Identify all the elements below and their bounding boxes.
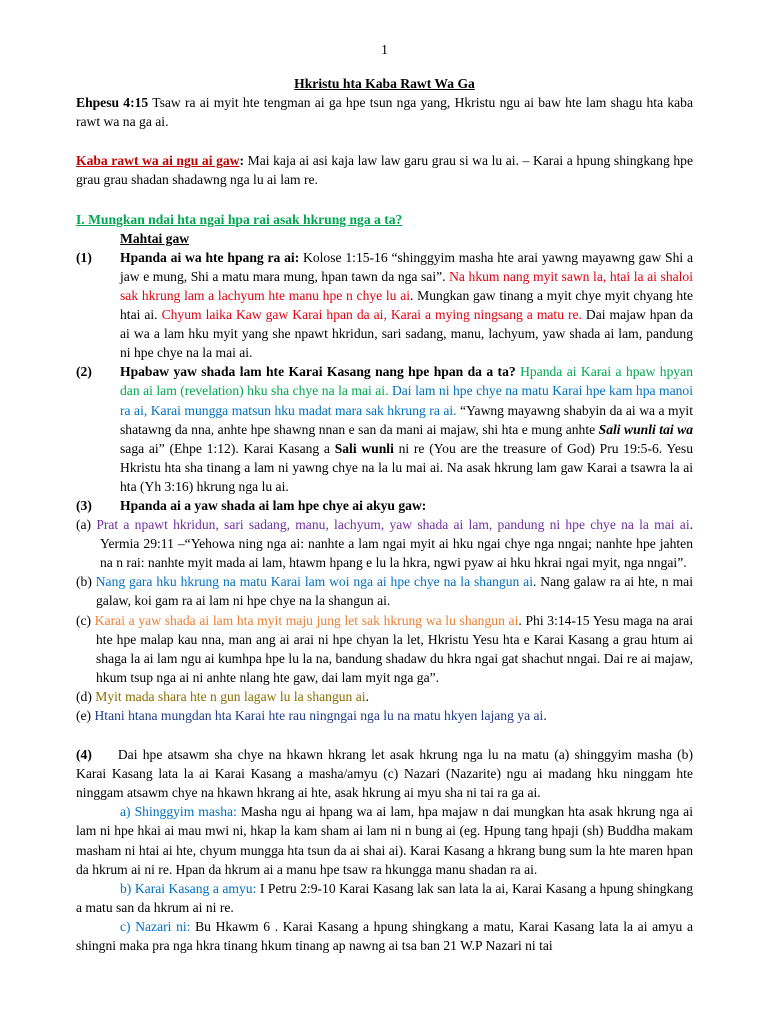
list-item-3: (3) Hpanda ai a yaw shada ai lam hpe chye ai akyu gaw: bbox=[76, 497, 427, 513]
intro-paragraph bbox=[76, 93, 693, 131]
list-item-3d: (d) Myit mada shara hte n gun lagaw lu la shangun ai. bbox=[76, 688, 369, 704]
list-item-3a: (a) Prat a npawt hkridun, sari sadang, manu, lachyum, yaw shada ai lam, pandung ni hpe chye na la mai ai. Yermia 29:11 –“Yehowa ning nga ai: nanhte a lam ngai myit ai hku ngai chye nga nngai; nanhte hpe jahten na n rai: nanhte myit mada ai lam, htawm hpang e lu la hkra, ngwi pyaw ai hku hkrai ngai myit, nga nngai”. bbox=[76, 517, 693, 571]
list-item-3e: (e) Htani htana mungdan hta Karai hte rau ningngai nga lu na matu hkyen lajang ya ai. bbox=[76, 708, 547, 723]
document-page bbox=[76, 40, 693, 955]
section-subheading: Mahtai gaw bbox=[120, 230, 190, 246]
section-heading: I. Mungkan ndai hta ngai hpa rai asak hkrung nga a ta? bbox=[76, 211, 403, 227]
item1-heading: Hpanda ai wa hte hpang ra ai: bbox=[120, 249, 300, 265]
intro-reference: Ehpesu 4:15 bbox=[76, 95, 149, 111]
definition-label: Kaba rawt wa ai ngu ai gaw bbox=[76, 153, 240, 169]
definition-paragraph: Kaba rawt wa ai ngu ai gaw: Mai kaja ai asi kaja law law garu grau si wa lu ai. – Karai a hpung shingkang hpe grau grau shadan shadawng nga lu ai lam re. bbox=[76, 153, 693, 188]
item2-heading: Hpabaw yaw shada lam hte Karai Kasang nang hpe hpan da a ta? bbox=[120, 364, 516, 380]
item3-heading: Hpanda ai a yaw shada ai lam hpe chye ai akyu gaw: bbox=[120, 497, 427, 513]
paragraph-a: a) Shinggyim masha: Masha ngu ai hpang wa ai lam, hpa majaw n dai mungkan hta asak hkrung nga ai lam ni hpe hkai ai mau mwi ni, hkap la kam sham ai lam ni n bung ai (eg. Hpung tang hpaji (sh) Buddha makam masham ni htai ai hte, chyum mungga hta tsun da ai shai ai). Karai Kasang a hkrang bung sum la hte maren hpan da hkrum ai ni re. Hpan da hkrum ai a manu hpe tsaw ra hkungga manu shadan ra ai. bbox=[76, 804, 693, 877]
list-item-3c: (c) Karai a yaw shada ai lam hta myit maju jung let sak hkrung wa lu shangun ai. Phi 3:14-15 Yesu maga na arai hte hpe malap kau nna, man ang ai arai ni hpe chyan la let, Hkristu Yesu hta e Karai Kasang a grau htum ai shaga la ai lam ngu ai kumhpa hpe lu la na, bandung shadaw du hkra ngai gat shachut nngai. Dai re ai majaw, hkum tsup nga ai ni anhte nlang hte gaw, dai lam myit nga ga”. bbox=[76, 612, 694, 685]
list-item-3b: (b) Nang gara hku hkrung na matu Karai lam woi nga ai hpe chye na la shangun ai. Nang galaw ra ai hte, n mai galaw, koi gam ra ai lam ni hpe chye na la shangun ai. bbox=[76, 574, 693, 609]
list-item-4: (4) Dai hpe atsawm sha chye na hkawn hkrang let asak hkrung nga lu na matu (a) shinggyim masha (b) Karai Kasang lata la ai Karai Kasang a masha/amyu (c) Nazari (Nazarite) ngu ai madang hku ninggam hte ninggam atsawm chye na hkawn hkrang ai hte, asak hkrung ai myu sha ni tai ra ga ai. bbox=[76, 747, 693, 801]
paragraph-b: b) Karai Kasang a amyu: I Petru 2:9-10 Karai Kasang lak san lata la ai, Karai Kasang a hpung shingkang a matu san da hkrum ai ni re. bbox=[76, 880, 693, 915]
list-item-1: (1) Hpanda ai wa hte hpang ra ai: Kolose 1:15-16 “shinggyim masha hte arai yawng mayawng gaw Shi a jaw e mung, Shi a matu mara mung, hpan tawn da nga sai”. Na hkum nang myit sawn la, htai la ai shaloi sak hkrung lam a lachyum hte manu hpe n chye lu ai. Mungkan gaw tinang a myit chye myit chyang hte htai ai. Chyum laika Kaw gaw Karai hpan da ai, Karai a mying ningsang a matu re. Dai majaw hpan da ai wa a lam hku myit yang she npawt hkridun, sari sadang, manu, lachyum, yaw shada ai lam, pandung ni hpe chye na la mai ai. bbox=[76, 249, 693, 361]
definition-text: Mai kaja ai asi kaja law law garu grau si wa lu ai. – Karai a hpung shingkang hpe grau grau shadan shadawng nga lu ai lam re. bbox=[76, 153, 693, 188]
document-title: Hkristu hta Kaba Rawt Wa Ga bbox=[294, 76, 475, 92]
paragraph-c: c) Nazari ni: Bu Hkawm 6 . Karai Kasang a hpung shingkang a matu, Karai Kasang lata la ai amyu a shingni maka pra nga hkra tinang hkum tinang ap nawng ai tsa ban 21 W.P Nazari ni tai bbox=[76, 918, 693, 954]
list-item-2: (2) Hpabaw yaw shada lam hte Karai Kasang nang hpe hpan da a ta? Hpanda ai Karai a hpaw hpyan dan ai lam (revelation) hku sha chye na la mai ai. Dai lam ni hpe chye na matu Karai hpe kam hpa manoi ra ai, Karai mungga matsun hku madat mara sak hkrung ra ai. “Yawng mayawng shabyin da ai wa a myit shatawng da nna, anhte hpe shawng nnan e san da mani ai majaw, shi hta e mung anhte Sali wunli tai wa saga ai” (Ehpe 1:12). Karai Kasang a Sali wunli ni re (You are the treasure of God) Pru 19:5-6. Yesu Hkristu hta sha tinang a lam ni yawng chye na la lu mai ai. Na asak hkrung lam gaw Karai a tsawra la ai hta (Yh 3:16) hkrung nga lu ai. bbox=[76, 364, 693, 494]
intro-text: Tsaw ra ai myit hte tengman ai ga hpe tsun nga yang, Hkristu ngu ai baw hte lam shagu hta kaba rawt wa na ga ai. bbox=[76, 95, 694, 130]
page-number: 1 bbox=[381, 42, 388, 57]
